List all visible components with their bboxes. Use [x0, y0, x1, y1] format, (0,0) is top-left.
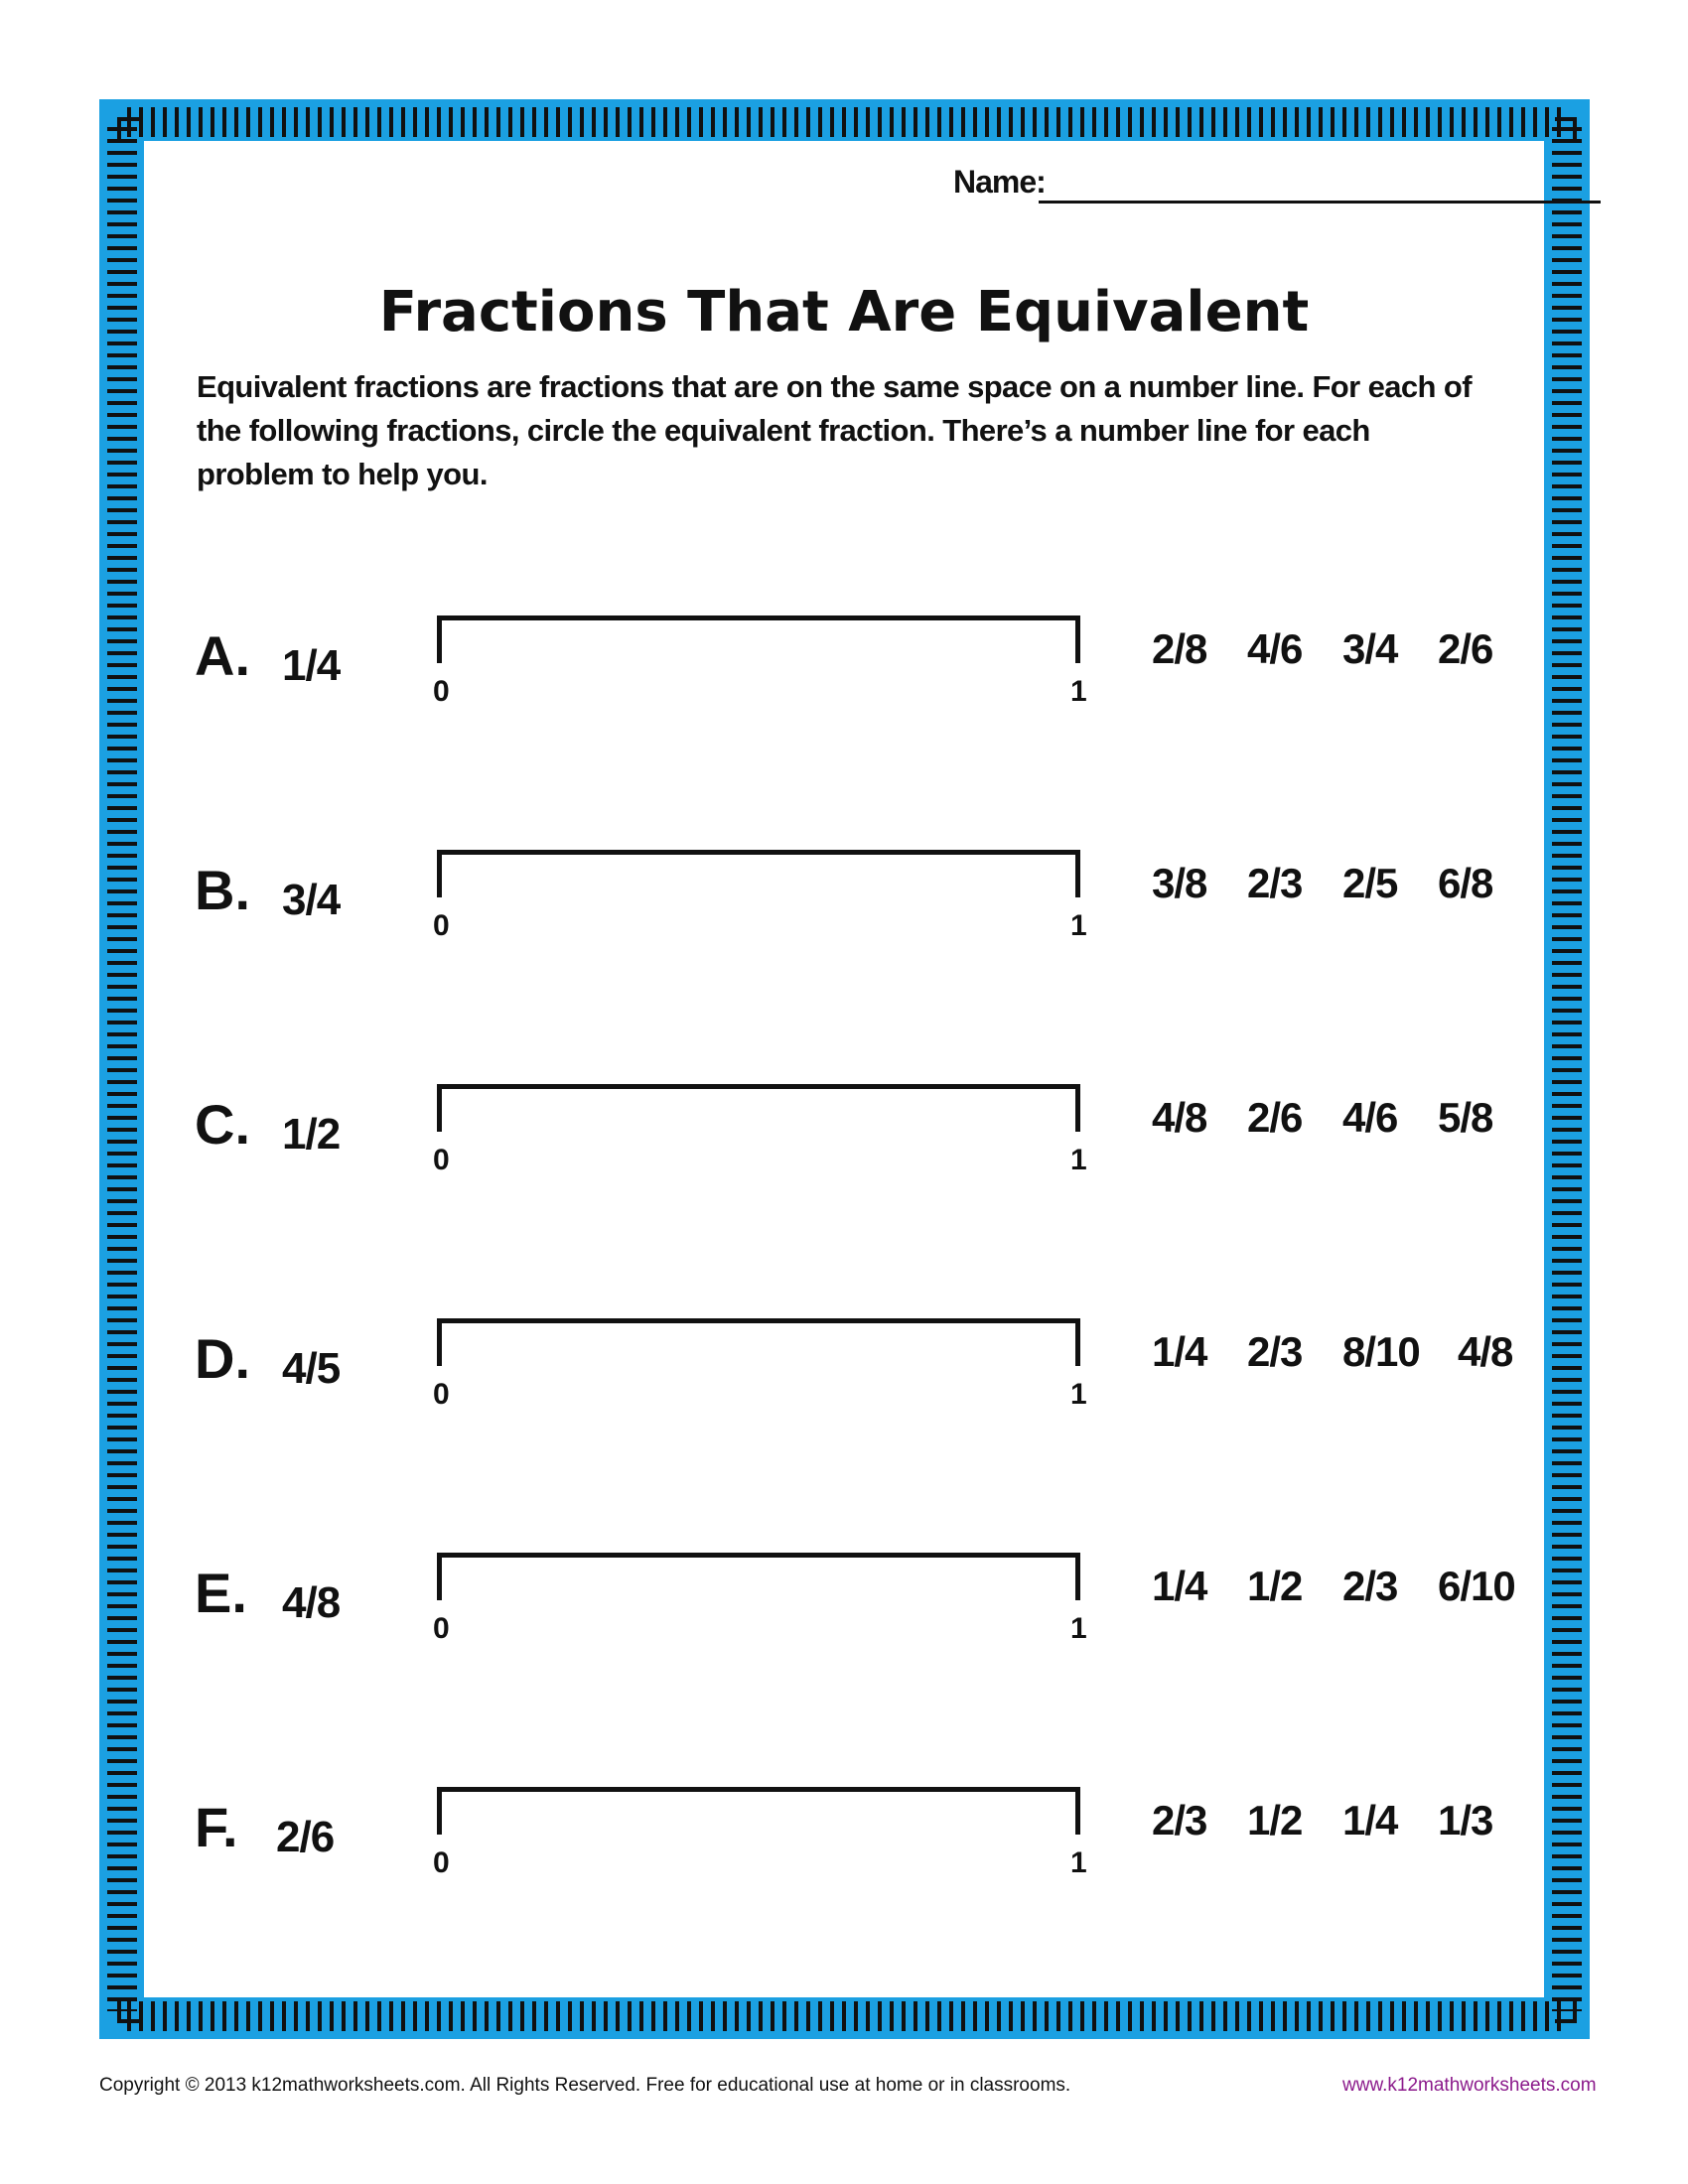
number-line-start-label: 0	[433, 1144, 450, 1176]
answer-choice[interactable]: 2/6	[1438, 625, 1493, 672]
answer-choices	[1152, 1094, 1529, 1154]
answer-choice[interactable]: 4/8	[1458, 1328, 1513, 1375]
number-line-start-label: 0	[433, 675, 450, 708]
answer-choice[interactable]: 2/3	[1152, 1797, 1207, 1843]
answer-choices	[1152, 860, 1529, 919]
number-line-end-label: 1	[1070, 1612, 1087, 1645]
answer-choice[interactable]: 8/10	[1342, 1328, 1420, 1375]
corner-mark	[1555, 2001, 1577, 2023]
name-label: Name:	[953, 164, 1046, 200]
answer-choice[interactable]: 1/2	[1247, 1797, 1303, 1843]
answer-choice[interactable]: 2/5	[1342, 860, 1398, 906]
answer-choice[interactable]: 2/3	[1247, 860, 1303, 906]
answer-choice[interactable]: 3/4	[1342, 625, 1398, 672]
problem-row	[0, 1318, 1688, 1467]
number-line-start-label: 0	[433, 909, 450, 942]
number-line[interactable]	[437, 1787, 1080, 1835]
answer-choice[interactable]: 1/4	[1342, 1797, 1398, 1843]
answer-choice[interactable]: 4/6	[1342, 1094, 1398, 1141]
answer-choices	[1152, 1328, 1529, 1388]
answer-choice[interactable]: 5/8	[1438, 1094, 1493, 1141]
problem-row	[0, 615, 1688, 764]
answer-choice[interactable]: 6/8	[1438, 860, 1493, 906]
problem-letter: C.	[195, 1093, 250, 1156]
answer-choice[interactable]: 2/6	[1247, 1094, 1303, 1141]
problem-fraction: 3/4	[282, 876, 341, 924]
problem-letter: F.	[195, 1796, 238, 1858]
answer-choice[interactable]: 3/8	[1152, 860, 1207, 906]
answer-choice[interactable]: 4/8	[1152, 1094, 1207, 1141]
answer-choice[interactable]: 6/10	[1438, 1563, 1515, 1609]
number-line[interactable]	[437, 1553, 1080, 1600]
answer-choice[interactable]: 2/3	[1342, 1563, 1398, 1609]
problem-row	[0, 1553, 1688, 1702]
number-line-end-label: 1	[1070, 1846, 1087, 1879]
number-line-end-label: 1	[1070, 909, 1087, 942]
problem-letter: A.	[195, 624, 250, 687]
problem-row	[0, 1787, 1688, 1936]
corner-mark	[117, 2001, 139, 2023]
number-line-start-label: 0	[433, 1612, 450, 1645]
problem-fraction: 4/8	[282, 1578, 341, 1627]
number-line-end-label: 1	[1070, 1144, 1087, 1176]
number-line[interactable]	[437, 1318, 1080, 1366]
number-line-end-label: 1	[1070, 1378, 1087, 1411]
problem-row	[0, 850, 1688, 999]
number-line-start-label: 0	[433, 1378, 450, 1411]
answer-choice[interactable]: 4/6	[1247, 625, 1303, 672]
answer-choice[interactable]: 1/3	[1438, 1797, 1493, 1843]
number-line[interactable]	[437, 1084, 1080, 1132]
border-ticks-left	[107, 127, 137, 2011]
problem-row	[0, 1084, 1688, 1233]
border-ticks-top	[127, 107, 1562, 137]
answer-choice[interactable]: 1/4	[1152, 1328, 1207, 1375]
answer-choice[interactable]: 1/2	[1247, 1563, 1303, 1609]
number-line-start-label: 0	[433, 1846, 450, 1879]
page-title: Fractions That Are Equivalent	[378, 280, 1310, 344]
problem-letter: D.	[195, 1327, 250, 1390]
name-field-line[interactable]	[1039, 201, 1601, 204]
answer-choices	[1152, 1563, 1529, 1622]
answer-choices	[1152, 625, 1529, 685]
corner-mark	[1555, 117, 1577, 139]
answer-choice[interactable]: 1/4	[1152, 1563, 1207, 1609]
problem-fraction: 2/6	[276, 1813, 335, 1861]
problem-letter: B.	[195, 859, 250, 921]
copyright-notice: Copyright © 2013 k12mathworksheets.com. All Rights Reserved. Free for educational use at home or in classrooms.	[99, 2075, 1071, 2096]
answer-choice[interactable]: 2/8	[1152, 625, 1207, 672]
border-ticks-right	[1552, 127, 1582, 2011]
website-link[interactable]: www.k12mathworksheets.com	[1342, 2075, 1597, 2096]
problem-fraction: 1/2	[282, 1110, 341, 1159]
corner-mark	[117, 117, 139, 139]
problem-fraction: 4/5	[282, 1344, 341, 1393]
border-ticks-bottom	[127, 2001, 1562, 2031]
answer-choices	[1152, 1797, 1529, 1856]
number-line[interactable]	[437, 850, 1080, 897]
number-line-end-label: 1	[1070, 675, 1087, 708]
problem-fraction: 1/4	[282, 641, 341, 690]
problem-letter: E.	[195, 1562, 247, 1624]
number-line[interactable]	[437, 615, 1080, 663]
instructions-text: Equivalent fractions are fractions that are on the same space on a number line. For each of the following fractions, circle the equivalent fraction. There’s a number line for each problem to help you.	[197, 369, 1472, 491]
answer-choice[interactable]: 2/3	[1247, 1328, 1303, 1375]
